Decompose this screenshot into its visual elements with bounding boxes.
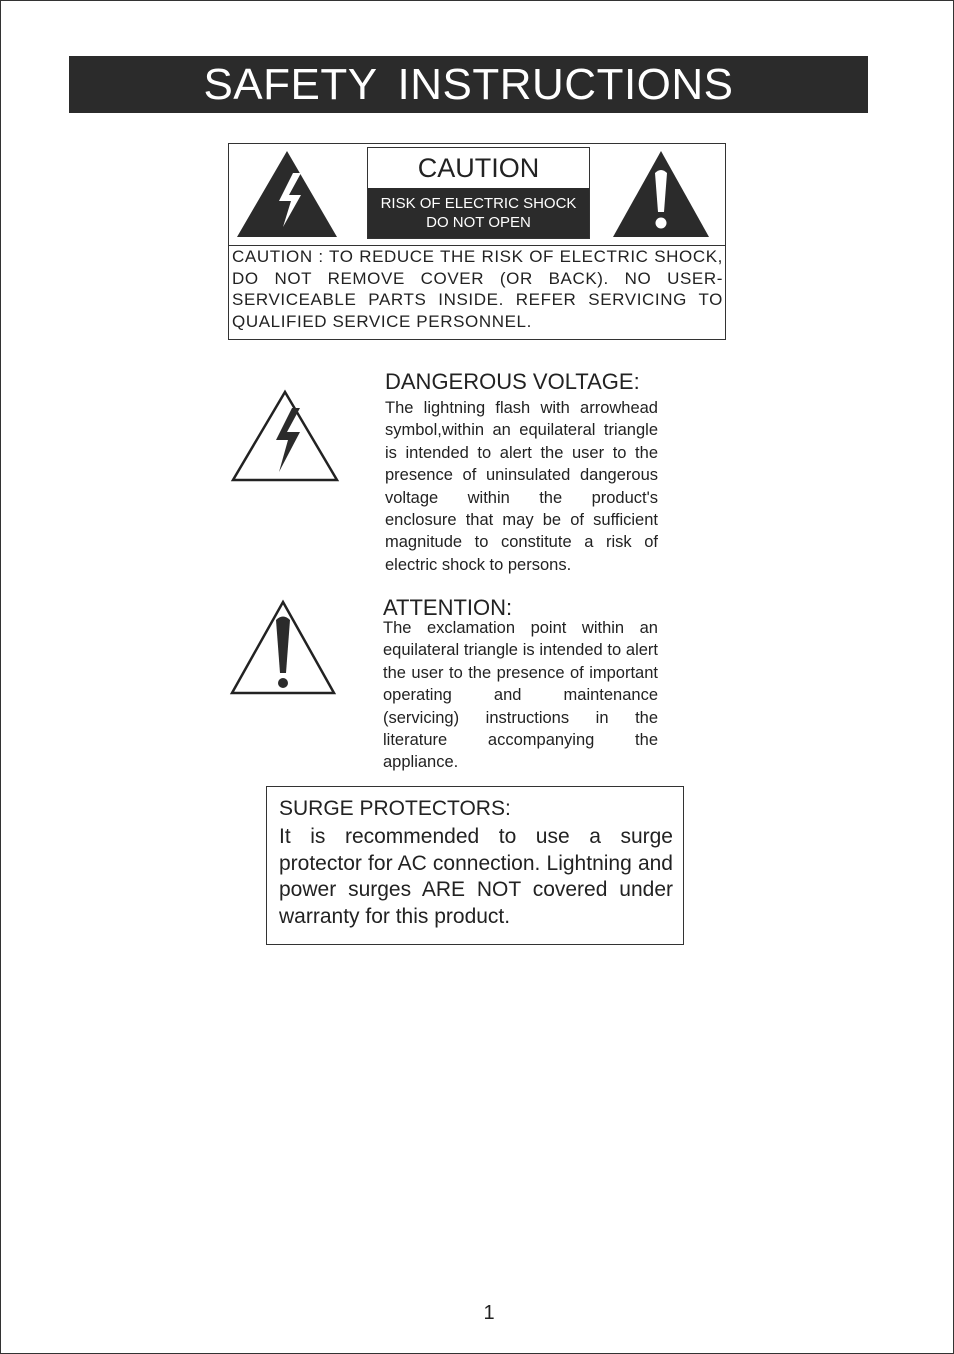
caution-warning [368, 188, 589, 238]
surge-protectors-title: SURGE PROTECTORS: [279, 797, 511, 820]
caution-label [367, 147, 590, 239]
caution-warning-line-1: RISK OF ELECTRIC SHOCK [380, 195, 577, 212]
attention-title: ATTENTION: [383, 595, 513, 620]
caution-text: CAUTION : TO REDUCE THE RISK OF ELECTRIC SHOCK, DO NOT REMOVE COVER (OR BACK). NO USER-SERVICEABLE PARTS INSIDE. REFER SERVICING TO QUALIFIED SERVICE PERSONNEL. [232, 247, 723, 331]
surge-protectors-box [266, 786, 684, 945]
exclamation-triangle-icon [611, 149, 711, 239]
exclamation-triangle-icon [229, 598, 337, 696]
caution-heading: CAUTION [417, 153, 540, 183]
lightning-triangle-icon [230, 388, 340, 484]
attention-body: The exclamation point within an equilateral triangle is intended to alert the user to the presence of important operating and maintenance (servicing) instructions in the literature accompanying the appliance. [383, 619, 658, 772]
lightning-triangle-icon [235, 149, 339, 239]
page-number: 1 [483, 1302, 495, 1324]
dangerous-voltage-body: The lightning flash with arrowhead symbol,within an equilateral triangle is intended to alert the user to the presence of uninsulated dangerous voltage within the product's enclosure that may be of sufficient magnitude to constitute a risk of electric shock to persons. [385, 399, 658, 574]
caution-warning-line-2: DO NOT OPEN [426, 214, 531, 231]
caution-box [228, 143, 726, 340]
page-title: SAFETY INSTRUCTIONS [69, 56, 868, 113]
surge-protectors-body: It is recommended to use a surge protector for AC connection. Lightning and power surges ARE NOT covered under warranty for this product. [279, 825, 673, 928]
dangerous-voltage-title: DANGEROUS VOLTAGE: [385, 369, 640, 394]
